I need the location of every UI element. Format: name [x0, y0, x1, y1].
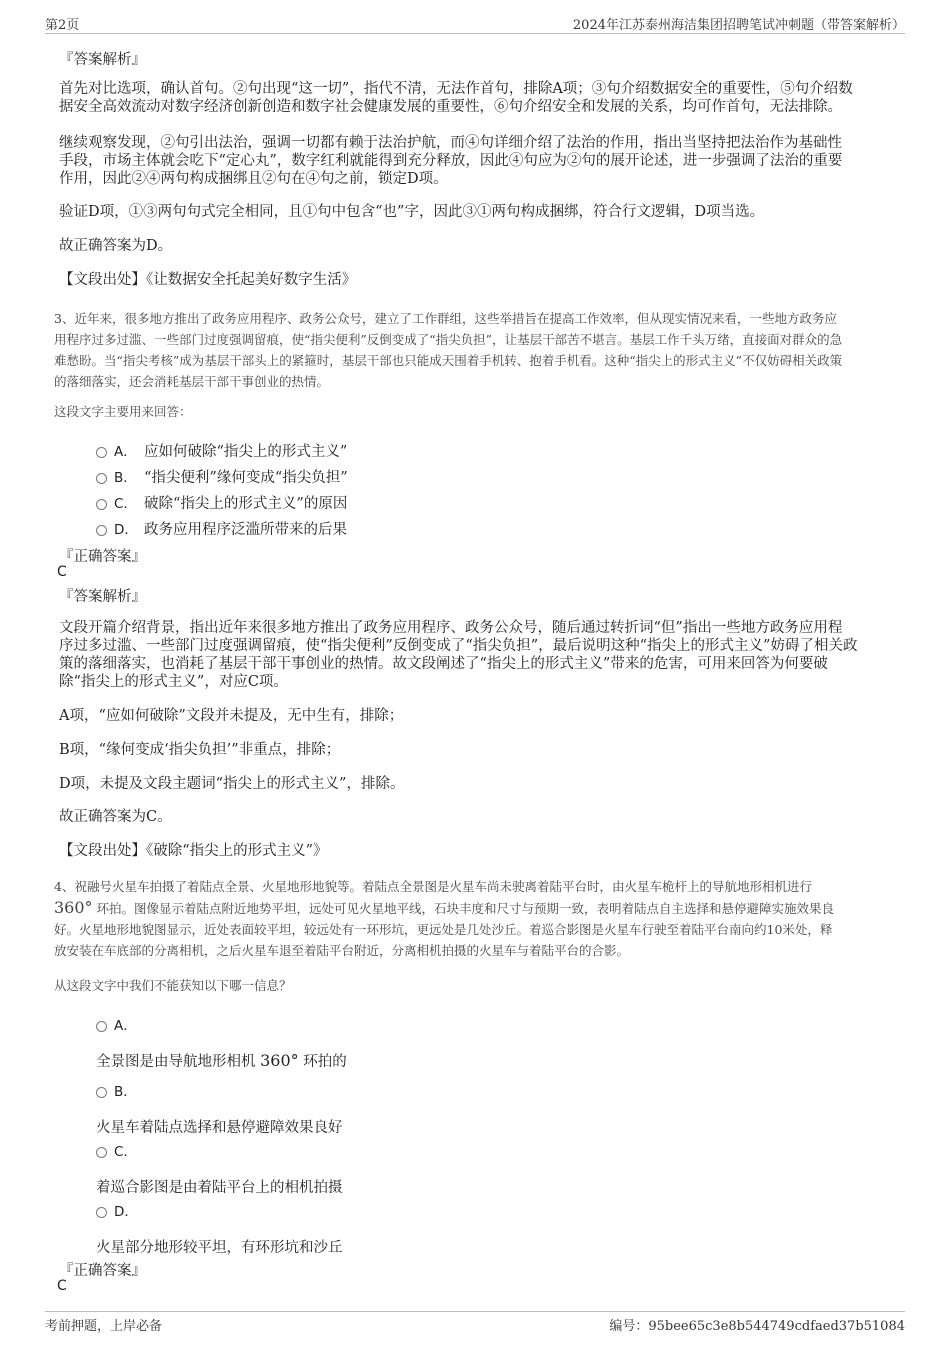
- q2-analysis-p1: [59, 80, 899, 116]
- option-letter: C．: [114, 1144, 137, 1160]
- text-span: 环拍。图像显示着陆点附近地势平坦，远处可见火星地平线，石块丰度和尺寸与预期一致，表明着陆点自主选择和悬停避障实施效果良: [96, 901, 835, 916]
- option-text: 全景图是由导航地形相机: [96, 1054, 256, 1070]
- text-line: 序过多过滥、一些部门过度强调留痕，使“指尖便利”反倒变成了“指尖负担”，最后说明这种“指尖上的形式主义”妨碍了相关政: [59, 638, 858, 654]
- q4-option-c-text: 着巡合影图是由着陆平台上的相机拍摄: [96, 1180, 343, 1196]
- radio-button[interactable]: [96, 473, 107, 484]
- option-text: “指尖便利”缘何变成“指尖负担”: [144, 470, 348, 486]
- q3-option-b[interactable]: [96, 466, 348, 487]
- q3-prompt: 这段文字主要用来回答：: [54, 404, 192, 419]
- radio-button[interactable]: [96, 447, 107, 458]
- text-line: 4、祝融号火星车拍摄了着陆点全景、火星地形地貌等。着陆点全景图是火星车尚未驶离着陆平台时，由火星车桅杆上的导航地形相机进行: [54, 879, 812, 894]
- text-line: 好。火星地形地貌图显示，近处表面较平坦，较远处有一环形坑，更远处是几处沙丘。着巡合影图是火星车行驶至着陆平台南向约10米处，释: [54, 922, 833, 937]
- radio-button[interactable]: [96, 525, 107, 536]
- q3-analysis-p4: D项，未提及文段主题词“指尖上的形式主义”，排除。: [59, 776, 405, 792]
- q4-prompt: 从这段文字中我们不能获知以下哪一信息？: [54, 978, 292, 993]
- option-letter: B．: [114, 1084, 137, 1100]
- radio-button[interactable]: [96, 1021, 107, 1032]
- page-header: [45, 13, 905, 34]
- q3-option-d[interactable]: [96, 518, 347, 539]
- option-text: 政务应用程序泛滥所带来的后果: [144, 522, 347, 538]
- q2-analysis-p4: 故正确答案为D。: [59, 238, 173, 254]
- q4-option-d[interactable]: [96, 1200, 144, 1220]
- text-line: 的落细落实，还会消耗基层干部干事创业的热情。: [54, 374, 330, 389]
- q3-correct-label: 『正确答案』: [59, 549, 146, 565]
- q4-stem: [54, 876, 894, 961]
- radio-button[interactable]: [96, 1207, 107, 1218]
- footer-slogan: 考前押题，上岸必备: [45, 1319, 163, 1334]
- text-line: 3、近年来，很多地方推出了政务应用程序、政务公众号，建立了工作群组，这些举措旨在提高工作效率，但从现实情况来看，一些地方政务应: [54, 311, 837, 326]
- q4-option-a-text: [96, 1050, 347, 1071]
- page-footer: [45, 1311, 905, 1334]
- q4-option-a[interactable]: [96, 1014, 144, 1034]
- option-letter: D．: [114, 1204, 138, 1220]
- text-line: 用程序过多过滥、一些部门过度强调留痕，使“指尖便利”反倒变成了“指尖负担”，让基层干部苦不堪言。基层工作千头万绪，直接面对群众的急: [54, 332, 843, 347]
- option-letter: C．: [114, 496, 137, 512]
- text-line: 难愁盼。当“指尖考核”成为基层干部头上的紧箍时，基层干部也只能成天围着手机转、抱着手机看。这种“指尖上的形式主义”不仅妨碍相关政策: [54, 353, 843, 368]
- text-line: 作用，因此②④两句构成捆绑且②句在④句之前，锁定D项。: [59, 171, 448, 187]
- document-id: 编号：95bee65c3e8b544749cdfaed37b51084: [609, 1319, 905, 1334]
- q4-option-d-text: 火星部分地形较平坦，有环形坑和沙丘: [96, 1240, 343, 1256]
- q3-analysis-p3: B项，“缘何变成‘指尖负担’”非重点，排除；: [59, 742, 341, 758]
- q3-correct-answer: C: [57, 564, 67, 580]
- text-line: 继续观察发现，②句引出法治，强调一切都有赖于法治护航，而④句详细介绍了法治的作用，指出当坚持把法治作为基础性: [59, 135, 842, 151]
- q4-option-b[interactable]: [96, 1080, 144, 1100]
- q2-source: 【文段出处】《让数据安全托起美好数字生活》: [59, 272, 357, 288]
- option-letter: A．: [114, 444, 137, 460]
- text-line: 除“指尖上的形式主义”，对应C项。: [59, 674, 288, 690]
- radio-button[interactable]: [96, 1147, 107, 1158]
- text-line: 首先对比选项，确认首句。②句出现“这一切”，指代不清，无法作首句，排除A项；③句介绍数据安全的重要性，⑤句介绍数: [59, 81, 853, 97]
- q3-analysis-p2: A项，“应如何破除”文段并未提及，无中生有，排除；: [59, 708, 404, 724]
- q4-correct-answer: C: [57, 1278, 67, 1294]
- degree-symbol-text: 360°: [260, 1051, 299, 1070]
- text-line: 文段开篇介绍背景，指出近年来很多地方推出了政务应用程序、政务公众号，随后通过转折词“但”指出一些地方政务应用程: [59, 620, 843, 636]
- q4-correct-label: 『正确答案』: [59, 1263, 146, 1279]
- q3-analysis-p1: [59, 619, 899, 691]
- text-line: 策的落细落实，也消耗了基层干部干事创业的热情。故文段阐述了“指尖上的形式主义”带来的危害，可用来回答为何要破: [59, 656, 828, 672]
- q3-analysis-label: 『答案解析』: [59, 589, 146, 605]
- option-text: 环拍的: [303, 1054, 347, 1070]
- text-line: [54, 897, 894, 919]
- page-number: 第2页: [45, 18, 80, 33]
- radio-button[interactable]: [96, 1087, 107, 1098]
- text-line: 据安全高效流动对数字经济创新创造和数字社会健康发展的重要性，⑥句介绍安全和发展的关系，均可作首句，无法排除。: [59, 99, 842, 115]
- document-title: 2024年江苏泰州海洁集团招聘笔试冲刺题（带答案解析）: [572, 18, 905, 33]
- option-text: 应如何破除“指尖上的形式主义”: [144, 444, 348, 460]
- text-line: 手段，市场主体就会吃下“定心丸”，数字红利就能得到充分释放，因此④句应为②句的展开论述，进一步强调了法治的重要: [59, 153, 843, 169]
- q4-option-b-text: 火星车着陆点选择和悬停避障效果良好: [96, 1120, 343, 1136]
- q2-analysis-label: 『答案解析』: [59, 52, 146, 68]
- q3-analysis-p5: 故正确答案为C。: [59, 809, 172, 825]
- q3-source: 【文段出处】《破除“指尖上的形式主义”》: [59, 843, 328, 859]
- q2-analysis-p2: [59, 134, 899, 188]
- text-line: 放安装在车底部的分离相机，之后火星车退至着陆平台附近，分离相机拍摄的火星车与着陆平台的合影。: [54, 943, 630, 958]
- option-text: 破除“指尖上的形式主义”的原因: [144, 496, 348, 512]
- q3-option-c[interactable]: [96, 492, 347, 513]
- option-letter: D．: [114, 522, 138, 538]
- q3-stem: [54, 308, 894, 392]
- radio-button[interactable]: [96, 499, 107, 510]
- q2-analysis-p3: 验证D项，①③两句句式完全相同，且①句中包含“也”字，因此③①两句构成捆绑，符合行文逻辑，D项当选。: [59, 204, 765, 220]
- option-letter: B．: [114, 470, 137, 486]
- q3-option-a[interactable]: [96, 440, 347, 461]
- q4-option-c[interactable]: [96, 1140, 144, 1160]
- option-letter: A．: [114, 1018, 137, 1034]
- degree-symbol-text: 360°: [54, 898, 93, 917]
